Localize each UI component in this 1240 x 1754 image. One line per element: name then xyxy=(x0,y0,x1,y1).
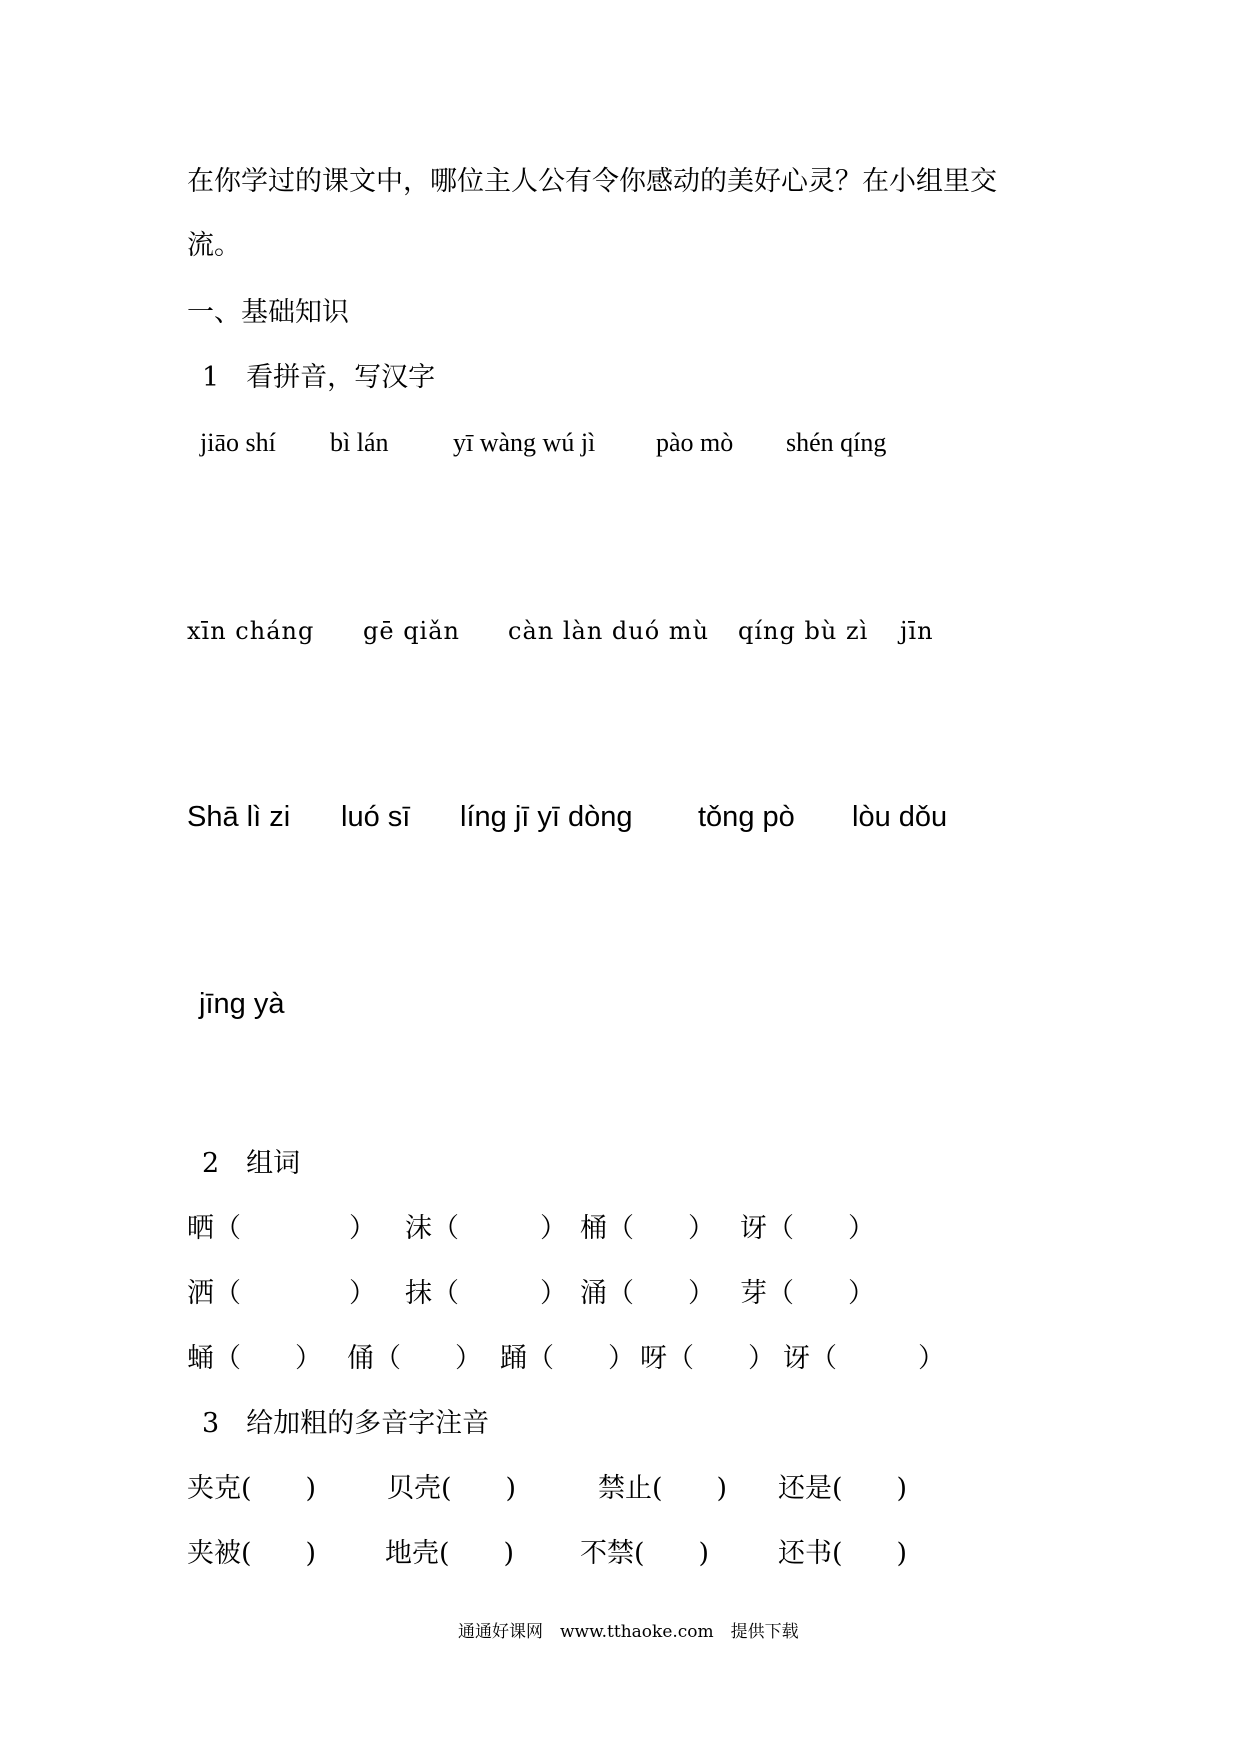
pinyin-item: lòu dǒu xyxy=(852,801,948,833)
footer-credit: 通通好课网 www.tthaoke.com 提供下载 xyxy=(458,1622,799,1642)
pinyin-item: bì lán xyxy=(330,428,389,457)
word-blank: 蛹（ ） xyxy=(187,1343,322,1374)
polyphone-blank: 不禁( ) xyxy=(580,1538,710,1569)
pinyin-item: xīn cháng xyxy=(187,617,315,645)
polyphone-blank: 还书( ) xyxy=(778,1538,908,1569)
word-blank: 踊（ ） xyxy=(500,1343,635,1374)
word-blank: 晒（ ） xyxy=(187,1213,376,1244)
polyphone-blank: 夹克( ) xyxy=(187,1473,317,1504)
polyphone-blank: 还是( ) xyxy=(778,1473,908,1504)
word-blank: 讶（ ） xyxy=(740,1213,875,1244)
question-1-label: 1 看拼音，写汉字 xyxy=(202,362,436,393)
pinyin-item: pào mò xyxy=(656,428,734,457)
pinyin-item: líng jī yī dòng xyxy=(460,801,633,833)
pinyin-item: jīn xyxy=(900,617,934,645)
pinyin-item: luó sī xyxy=(341,801,411,833)
word-blank: 沫（ ） xyxy=(405,1213,567,1244)
polyphone-blank: 禁止( ) xyxy=(598,1473,728,1504)
polyphone-blank: 地壳( ) xyxy=(385,1538,515,1569)
pinyin-item: Shā lì zi xyxy=(187,801,291,833)
section-title: 一、基础知识 xyxy=(187,297,349,328)
word-blank: 讶（ ） xyxy=(783,1343,945,1374)
word-blank: 涌（ ） xyxy=(580,1278,715,1309)
pinyin-item: yī wàng wú jì xyxy=(453,428,596,457)
pinyin-item: qíng bù zì xyxy=(738,617,869,645)
polyphone-blank: 夹被( ) xyxy=(187,1538,317,1569)
word-blank: 抹（ ） xyxy=(405,1278,567,1309)
question-2-label: 2 组词 xyxy=(202,1148,301,1179)
intro-line-1: 在你学过的课文中，哪位主人公有令你感动的美好心灵？在小组里交 xyxy=(187,166,997,197)
pinyin-item: càn làn duó mù xyxy=(508,617,710,645)
word-blank: 芽（ ） xyxy=(740,1278,875,1309)
question-3-label: 3 给加粗的多音字注音 xyxy=(202,1408,490,1439)
pinyin-item: shén qíng xyxy=(786,428,887,457)
word-blank: 洒（ ） xyxy=(187,1278,376,1309)
pinyin-item: gē qiǎn xyxy=(363,617,460,645)
word-blank: 呀（ ） xyxy=(640,1343,775,1374)
pinyin-item: tǒng pò xyxy=(698,801,795,833)
polyphone-blank: 贝壳( ) xyxy=(387,1473,517,1504)
intro-line-2: 流。 xyxy=(187,230,241,261)
word-blank: 俑（ ） xyxy=(347,1343,482,1374)
pinyin-item: jīng yà xyxy=(199,988,285,1020)
word-blank: 桶（ ） xyxy=(580,1213,715,1244)
pinyin-item: jiāo shí xyxy=(200,428,276,457)
